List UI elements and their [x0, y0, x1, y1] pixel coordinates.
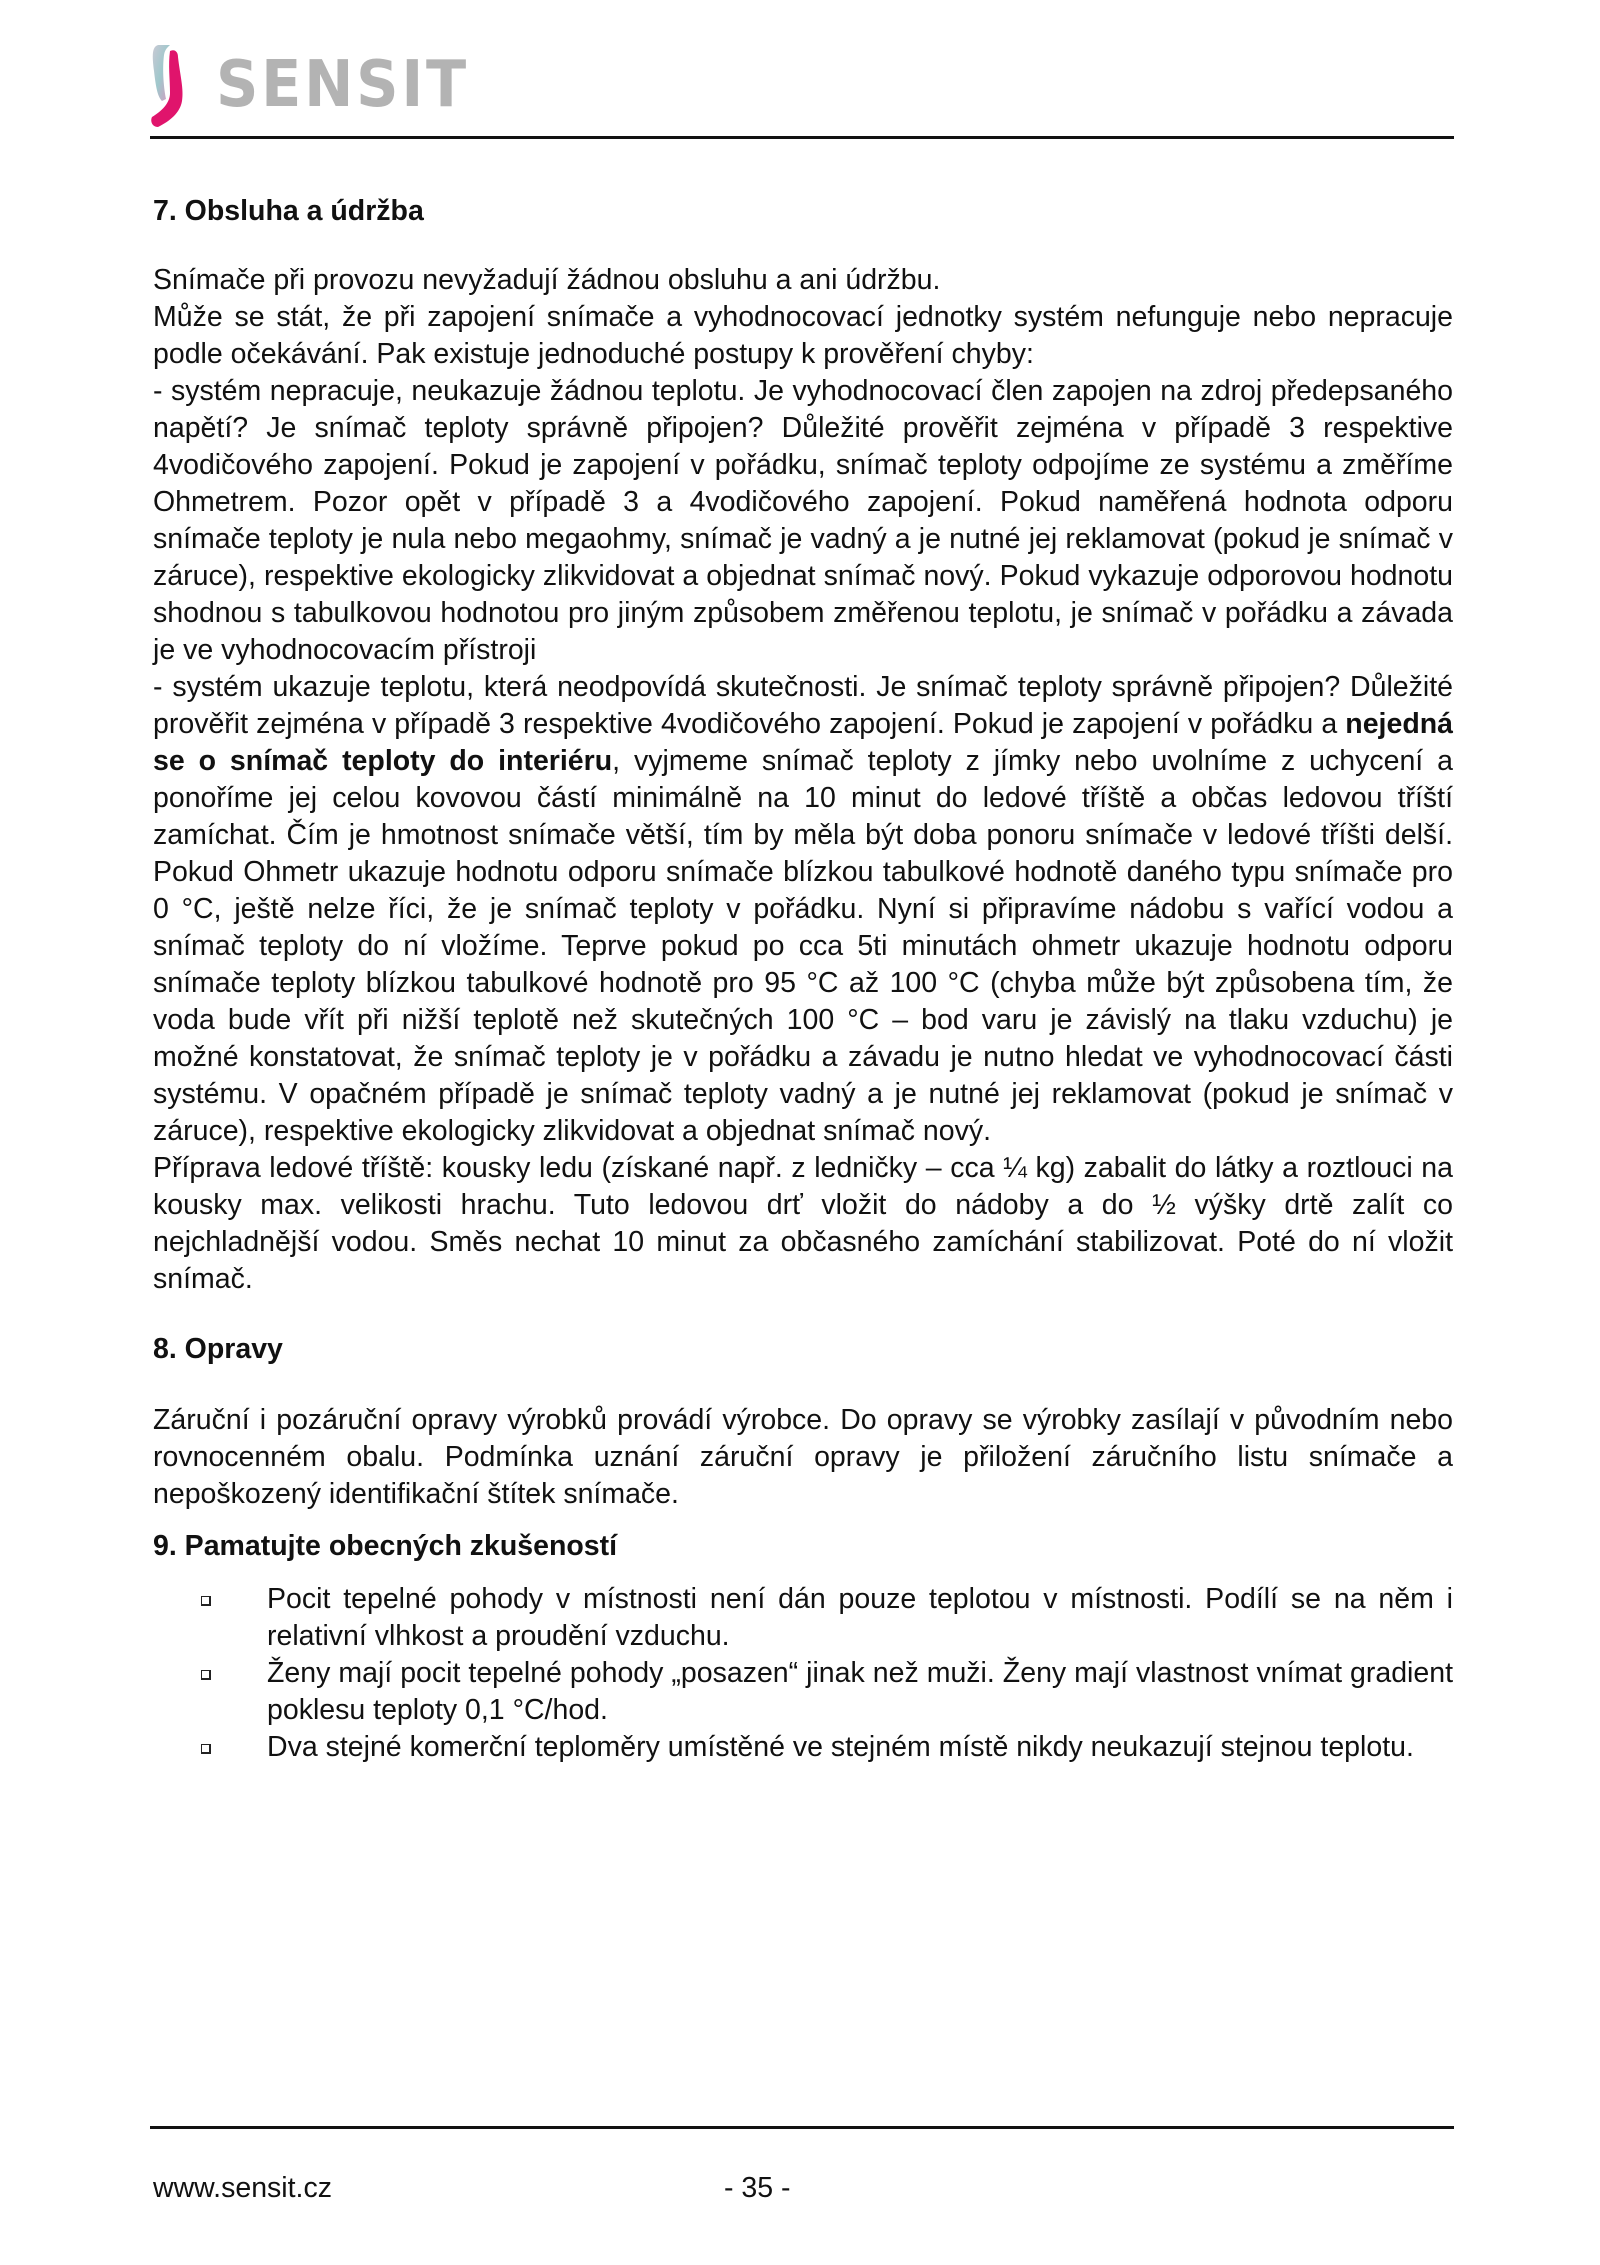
list-item-text: Dva stejné komerční teploměry umístěné ve stejném místě nikdy neukazují stejnou teplotu. — [267, 1731, 1414, 1763]
bullet-list — [153, 1581, 1453, 1766]
bold-emphasis: nejedná se o snímač teploty do interiéru — [153, 708, 1453, 777]
section-heading-7: 7. Obsluha a údržba — [153, 195, 424, 227]
list-item-text: Ženy mají pocit tepelné pohody „posazen“ jinak než muži. Ženy mají vlastnost vnímat gradient poklesu teploty 0,1 °C/hod. — [267, 1657, 1453, 1726]
sensit-logo-icon — [150, 41, 206, 129]
section-heading-8: 8. Opravy — [153, 1333, 283, 1365]
document-body — [153, 193, 1453, 1766]
paragraph: Příprava ledové tříště: kousky ledu (získané např. z ledničky – cca ¼ kg) zabalit do látky a roztlouci na kousky max. velikosti hrachu. Tuto ledovou drť vložit do nádoby a do ½ výšky drtě zalít co nejchladnější vodou. Směs nechat 10 minut za občasného zamíchání stabilizovat. Poté do ní vložit snímač. — [153, 1152, 1453, 1295]
paragraph — [153, 669, 1453, 1150]
sensit-logo — [150, 40, 491, 130]
square-bullet-icon — [201, 1744, 211, 1754]
page-number: - 35 - — [724, 2172, 791, 2204]
square-bullet-icon — [201, 1596, 211, 1606]
footer-divider — [150, 2126, 1454, 2129]
header-divider — [150, 136, 1454, 139]
square-bullet-icon — [201, 1670, 211, 1680]
list-item — [153, 1581, 1453, 1655]
list-item — [153, 1655, 1453, 1729]
paragraph: Záruční i pozáruční opravy výrobků provádí výrobce. Do opravy se výrobky zasílají v původním nebo rovnocenném obalu. Podmínka uznání záruční opravy je přiložení záručního listu snímače a nepoškozený identifikační štítek snímače. — [153, 1404, 1453, 1510]
logo-wordmark: SENSIT — [216, 48, 469, 122]
paragraph: Snímače při provozu nevyžadují žádnou obsluhu a ani údržbu. — [153, 264, 941, 296]
section-heading-9: 9. Pamatujte obecných zkušeností — [153, 1530, 618, 1562]
paragraph: Může se stát, že při zapojení snímače a vyhodnocovací jednotky systém nefunguje nebo nepracuje podle očekávání. Pak existuje jednoduché postupy k prověření chyby: — [153, 301, 1453, 370]
list-item-text: Pocit tepelné pohody v místnosti není dán pouze teplotou v místnosti. Podílí se na něm i relativní vlhkost a proudění vzduchu. — [267, 1583, 1453, 1652]
list-item — [153, 1729, 1453, 1766]
text-run: - systém ukazuje teplotu, která neodpovídá skutečnosti. Je snímač teploty správně připojen? Důležité prověřit zejména v případě 3 respektive 4vodičového zapojení. Pokud je zapojení v pořádku a — [153, 671, 1453, 740]
paragraph: - systém nepracuje, neukazuje žádnou teplotu. Je vyhodnocovací člen zapojen na zdroj předepsaného napětí? Je snímač teploty správně připojen? Důležité prověřit zejména v případě 3 respektive 4vodičového zapojení. Pokud je zapojení v pořádku, snímač teploty odpojíme ze systému a změříme Ohmetrem. Pozor opět v případě 3 a 4vodičového zapojení. Pokud naměřená hodnota odporu snímače teploty je nula nebo megaohmy, snímač je vadný a je nutné jej reklamovat (pokud je snímač v záruce), respektive ekologicky zlikvidovat a objednat snímač nový. Pokud vykazuje odporovou hodnotu shodnou s tabulkovou hodnotou pro jiným způsobem změřenou teplotu, je snímač v pořádku a závada je ve vyhodnocovacím přístroji — [153, 375, 1453, 666]
text-run: , vyjmeme snímač teploty z jímky nebo uvolníme z uchycení a ponoříme jej celou kovovou částí minimálně na 10 minut do ledové tříště a občas ledovou tříští zamíchat. Čím je hmotnost snímače větší, tím by měla být doba ponoru snímače v ledové tříšti delší. Pokud Ohmetr ukazuje hodnotu odporu snímače blízkou tabulkové hodnotě daného typu snímače pro 0 °C, ještě nelze říci, že je snímač teploty v pořádku. Nyní si připravíme nádobu s vařící vodou a snímač teploty do ní vložíme. Teprve pokud po cca 5ti minutách ohmetr ukazuje hodnotu odporu snímače teploty blízkou tabulkové hodnotě pro 95 °C až 100 °C (chyba může být způsobena tím, že voda bude vřít při nižší teplotě než skutečných 100 °C – bod varu je závislý na tlaku vzduchu) je možné konstatovat, že snímač teploty je v pořádku a závadu je nutno hledat ve vyhodnocovací části systému. V opačném případě je snímač teploty vadný a je nutné jej reklamovat (pokud je snímač v záruce), respektive ekologicky zlikvidovat a objednat snímač nový. — [153, 745, 1453, 1147]
footer-website: www.sensit.cz — [153, 2172, 332, 2204]
